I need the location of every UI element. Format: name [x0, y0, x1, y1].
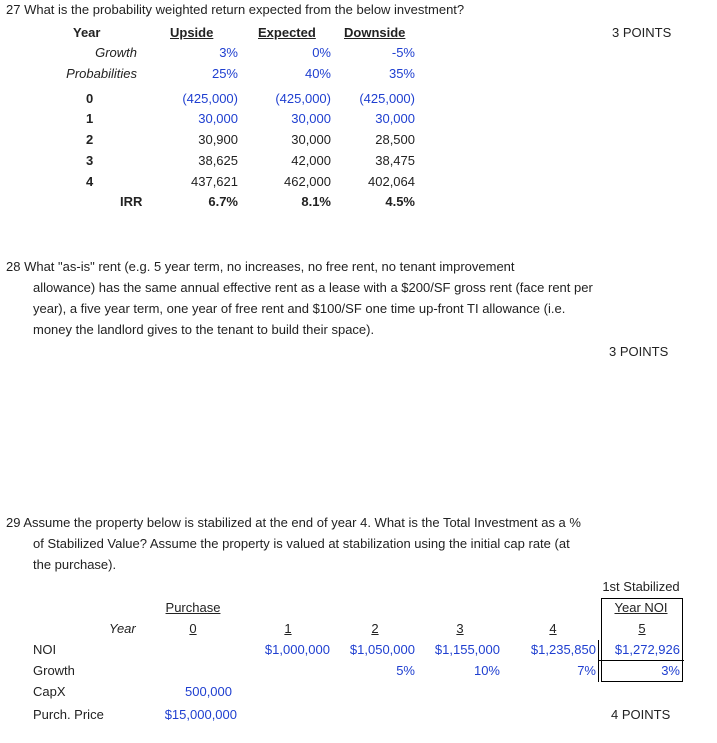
q27-row3-upside: 38,625	[198, 153, 238, 168]
q27-row1-upside: 30,000	[198, 111, 238, 126]
noi-year-5: $1,272,926	[614, 642, 680, 657]
noi-year-2: $1,050,000	[349, 642, 415, 657]
q27-year-1: 1	[86, 111, 94, 126]
q27-growth-expected: 0%	[312, 45, 331, 60]
q27-row2-expected: 30,000	[291, 132, 331, 147]
purch-price-value: $15,000,000	[164, 707, 237, 722]
q27-points: 3 POINTS	[612, 25, 672, 40]
q27-year-3: 3	[86, 153, 94, 168]
q27-row2-upside: 30,900	[198, 132, 238, 147]
stabilized-header-1: 1st Stabilized	[602, 579, 680, 594]
growth-label: Growth	[33, 663, 75, 678]
q27-row1-downside: 30,000	[375, 111, 415, 126]
q28-line-1: 28 What "as-is" rent (e.g. 5 year term, no increases, no free rent, no tenant improvement	[6, 259, 515, 274]
q29-line-2: of Stabilized Value? Assume the property is valued at stabilization using the initial cap rate (at	[33, 536, 570, 551]
q27-row3-expected: 42,000	[291, 153, 331, 168]
growth-year-5: 3%	[661, 663, 680, 678]
q27-irr-expected: 8.1%	[301, 194, 331, 209]
capx-value: 500,000	[185, 684, 232, 699]
q27-prob-downside: 35%	[388, 66, 415, 81]
purchase-label: Purchase	[165, 600, 221, 615]
q29-year-label: Year	[109, 621, 136, 636]
q27-row2-downside: 28,500	[375, 132, 415, 147]
q28-points: 3 POINTS	[609, 344, 669, 359]
noi-year-3: $1,155,000	[434, 642, 500, 657]
q27-downside-header: Downside	[344, 25, 406, 40]
stabilized-header-2: Year NOI	[614, 600, 668, 615]
q28-line-4: money the landlord gives to the tenant to build their space).	[33, 322, 375, 337]
q29-year-2: 2	[371, 621, 379, 636]
q29-year-4: 4	[549, 621, 557, 636]
q27-expected-header: Expected	[258, 25, 316, 40]
q29-points: 4 POINTS	[611, 707, 671, 722]
q27-row4-expected: 462,000	[284, 174, 331, 189]
q27-row0-upside: (425,000)	[182, 91, 238, 106]
q27-row4-upside: 437,621	[191, 174, 238, 189]
q29-line-1: 29 Assume the property below is stabilized at the end of year 4. What is the Total Investment as a %	[6, 515, 581, 530]
q27-growth-label: Growth	[95, 45, 137, 60]
growth-year-3: 10%	[473, 663, 500, 678]
capx-label: CapX	[33, 684, 66, 699]
q29-year-1: 1	[284, 621, 292, 636]
q27-row1-expected: 30,000	[291, 111, 331, 126]
q27-year-2: 2	[86, 132, 94, 147]
q27-row4-downside: 402,064	[368, 174, 415, 189]
q27-prob-upside: 25%	[211, 66, 238, 81]
q28-line-3: year), a five year term, one year of free rent and $100/SF one time up-front TI allowance (i.e.	[33, 301, 566, 316]
q27-prob-expected: 40%	[304, 66, 331, 81]
noi-label: NOI	[33, 642, 57, 657]
growth-year-4: 7%	[577, 663, 596, 678]
q29-year-0: 0	[189, 621, 197, 636]
q27-year-4: 4	[86, 174, 94, 189]
growth-year-2: 5%	[396, 663, 415, 678]
noi-divider	[598, 660, 684, 661]
q27-question: 27 What is the probability weighted return expected from the below investment?	[6, 2, 465, 17]
q27-growth-upside: 3%	[219, 45, 238, 60]
q27-upside-header: Upside	[170, 25, 214, 40]
q29-year-3: 3	[456, 621, 464, 636]
purch-price-label: Purch. Price	[33, 707, 104, 722]
q27-year-0: 0	[86, 91, 94, 106]
q27-row0-expected: (425,000)	[275, 91, 331, 106]
q29-line-3: the purchase).	[33, 557, 117, 572]
q29-year-5: 5	[638, 621, 646, 636]
q27-irr-upside: 6.7%	[208, 194, 238, 209]
noi-year-4: $1,235,850	[530, 642, 596, 657]
q28-line-2: allowance) has the same annual effective rent as a lease with a $200/SF gross rent (face rent per	[33, 280, 593, 295]
q27-growth-downside: -5%	[391, 45, 415, 60]
noi-year-1: $1,000,000	[264, 642, 330, 657]
q27-row0-downside: (425,000)	[359, 91, 415, 106]
q27-year-header: Year	[73, 25, 101, 40]
q27-irr-label: IRR	[120, 194, 143, 209]
q27-probabilities-label: Probabilities	[66, 66, 137, 81]
q27-irr-downside: 4.5%	[385, 194, 415, 209]
q27-row3-downside: 38,475	[375, 153, 415, 168]
